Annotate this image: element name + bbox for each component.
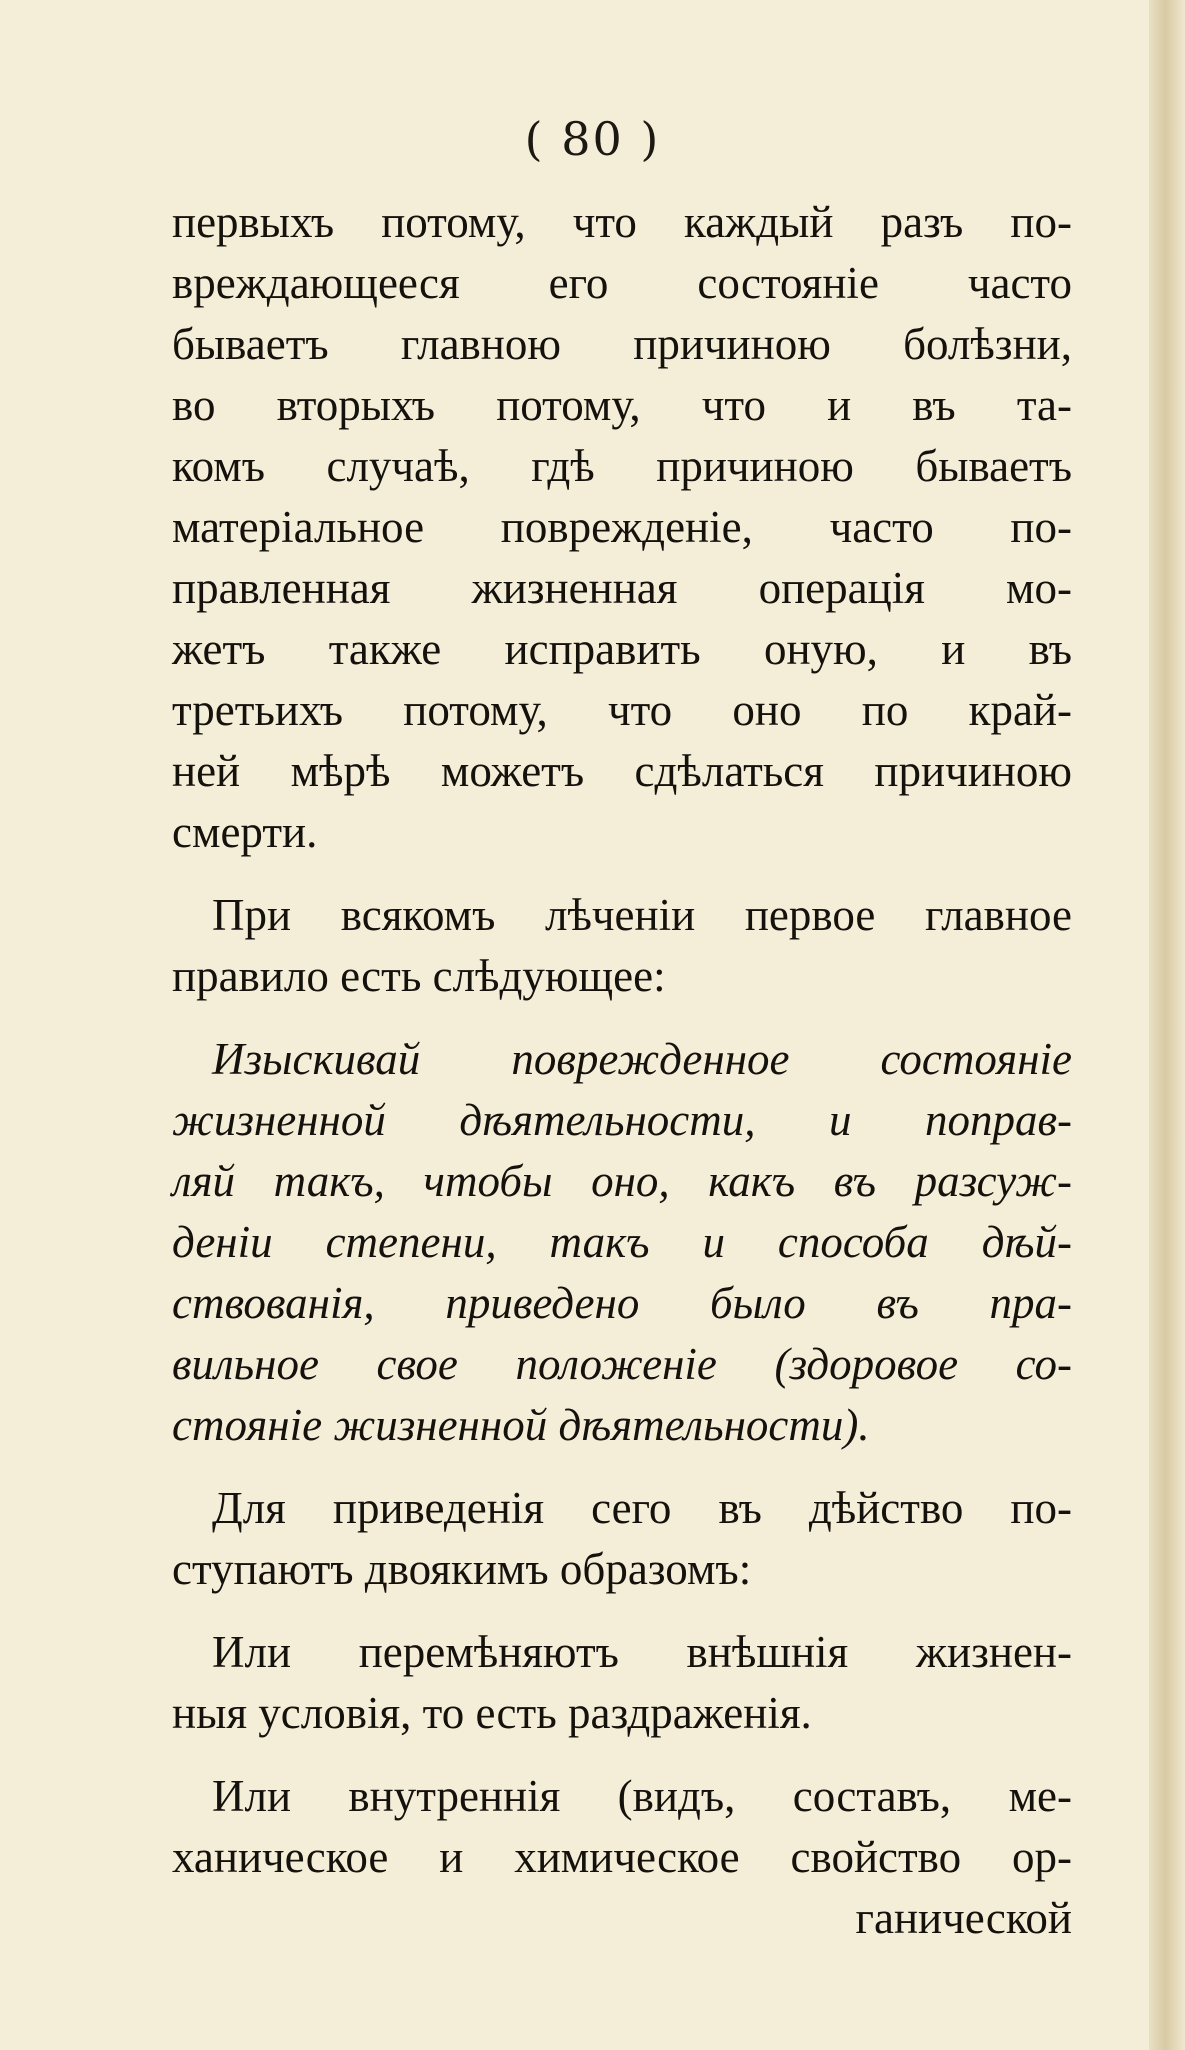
text-line: Или перемѣняютъ внѣшнiя жизнен-: [212, 1627, 1072, 1677]
text-line: денiи степени, такъ и способа дѣй-: [172, 1217, 1072, 1267]
text-line: жизненной дѣятельности, и поправ-: [172, 1095, 1072, 1145]
paragraph-gap: [172, 1744, 1072, 1766]
paragraph-gap: [172, 863, 1072, 885]
text-line: Для приведенiя сего въ дѣйство по-: [212, 1483, 1072, 1533]
paragraph-gap: [172, 1007, 1072, 1029]
text-line: жетъ также исправить оную, и въ: [172, 624, 1072, 674]
text-line: ступаютъ двоякимъ образомъ:: [172, 1544, 752, 1594]
text-line: При всякомъ лѣченiи первое главное: [212, 890, 1072, 940]
text-line: вреждающееся его состоянie часто: [172, 258, 1072, 308]
paragraph-2: [172, 885, 1072, 1007]
text-line: правило есть слѣдующее:: [172, 951, 666, 1001]
text-line: ляй такъ, чтобы оно, какъ въ разсуж-: [172, 1156, 1072, 1206]
paragraph-gap: [172, 1600, 1072, 1622]
text-line: матерiальное поврежденie, часто по-: [172, 502, 1072, 552]
text-line: ныя условiя, то есть раздраженiя.: [172, 1688, 812, 1738]
text-line: Изыскивай поврежденное состоянiе: [212, 1034, 1072, 1084]
page-edge-shadow: [1149, 0, 1185, 2050]
page-number: ( 80 ): [524, 112, 661, 166]
body-text: [172, 192, 1072, 1949]
text-line: смерти.: [172, 807, 318, 857]
paragraph-gap: [172, 1456, 1072, 1478]
paragraph-6: [172, 1766, 1072, 1949]
text-line: стоянiе жизненной дѣятельности).: [172, 1400, 870, 1450]
text-line: комъ случаѣ, гдѣ причиною бываетъ: [172, 441, 1072, 491]
text-line: вильное свое положенiе (здоровое со-: [172, 1339, 1072, 1389]
text-line: первыхъ потому, что каждый разъ по-: [172, 197, 1072, 247]
paragraph-5: [172, 1622, 1072, 1744]
paragraph-1: [172, 192, 1072, 863]
text-line: ханическое и химическое свойство ор-: [172, 1832, 1072, 1882]
text-line: ней мѣрѣ можетъ сдѣлаться причиною: [172, 746, 1072, 796]
catchword: ганической: [855, 1893, 1072, 1943]
text-line: во вторыхъ потому, что и въ та-: [172, 380, 1072, 430]
paragraph-3-rule: [172, 1029, 1072, 1456]
text-line: правленная жизненная операцiя мо-: [172, 563, 1072, 613]
text-line: ствованiя, приведено было въ пра-: [172, 1278, 1072, 1328]
paragraph-4: [172, 1478, 1072, 1600]
text-line: бываетъ главною причиною болѣзни,: [172, 319, 1072, 369]
text-line: третьихъ потому, что оно по край-: [172, 685, 1072, 735]
text-line: Или внутреннiя (видъ, составъ, ме-: [212, 1771, 1072, 1821]
